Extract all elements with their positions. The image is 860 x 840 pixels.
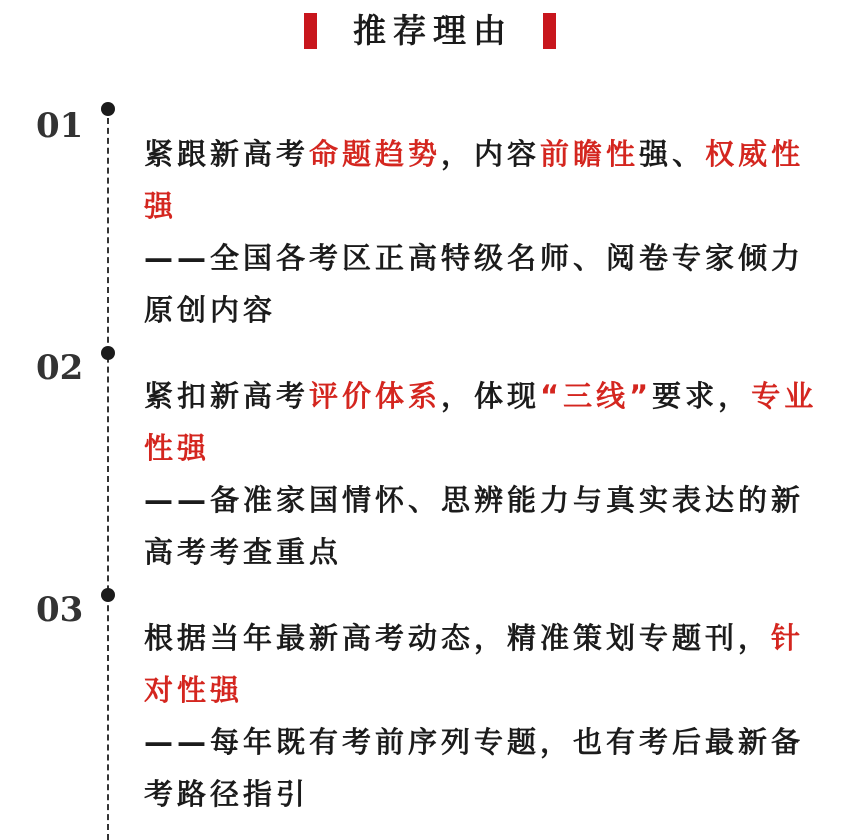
reason-1-text-c: 强、: [639, 137, 706, 171]
timeline-dot-3: [101, 588, 115, 602]
reason-3-detail: ——每年既有考前序列专题，也有考后最新备考路径指引: [144, 725, 805, 811]
reason-2-highlight-c: 专业性强: [144, 379, 818, 465]
header-title: 推荐理由: [353, 11, 513, 50]
reason-2-highlight-b: “三线”: [540, 379, 653, 413]
reason-1-text-b: ，内容: [441, 137, 541, 171]
reason-block-2: [144, 370, 824, 578]
reason-1-detail: ——全国各考区正高特级名师、阅卷专家倾力原创内容: [144, 241, 805, 327]
reason-number-1: 01: [36, 106, 84, 146]
reason-3-text-a: 根据当年最新高考动态，精准策划专题刊，: [144, 621, 772, 655]
section-header: [0, 8, 860, 54]
reason-1-highlight-c: 权威性强: [144, 137, 805, 223]
timeline-dot-1: [101, 102, 115, 116]
timeline-dot-2: [101, 346, 115, 360]
header-right-bar: [543, 13, 556, 49]
reason-block-1: [144, 128, 824, 336]
reason-number-2: 02: [36, 348, 84, 388]
reason-1-highlight-b: 前瞻性: [540, 137, 640, 171]
header-left-bar: [304, 13, 317, 49]
reason-3-highlight-a: 针对性强: [144, 621, 805, 707]
reason-2-text-c: 要求，: [652, 379, 752, 413]
reason-1-highlight-a: 命题趋势: [309, 137, 442, 171]
reason-2-text-b: ，体现: [441, 379, 541, 413]
reason-number-3: 03: [36, 590, 84, 630]
timeline-line: [107, 108, 109, 840]
reason-2-text-a: 紧扣新高考: [144, 379, 310, 413]
reason-1-text-a: 紧跟新高考: [144, 137, 310, 171]
reason-2-highlight-a: 评价体系: [309, 379, 442, 413]
reason-block-3: [144, 612, 824, 820]
reason-2-detail: ——备准家国情怀、思辨能力与真实表达的新高考考查重点: [144, 483, 805, 569]
